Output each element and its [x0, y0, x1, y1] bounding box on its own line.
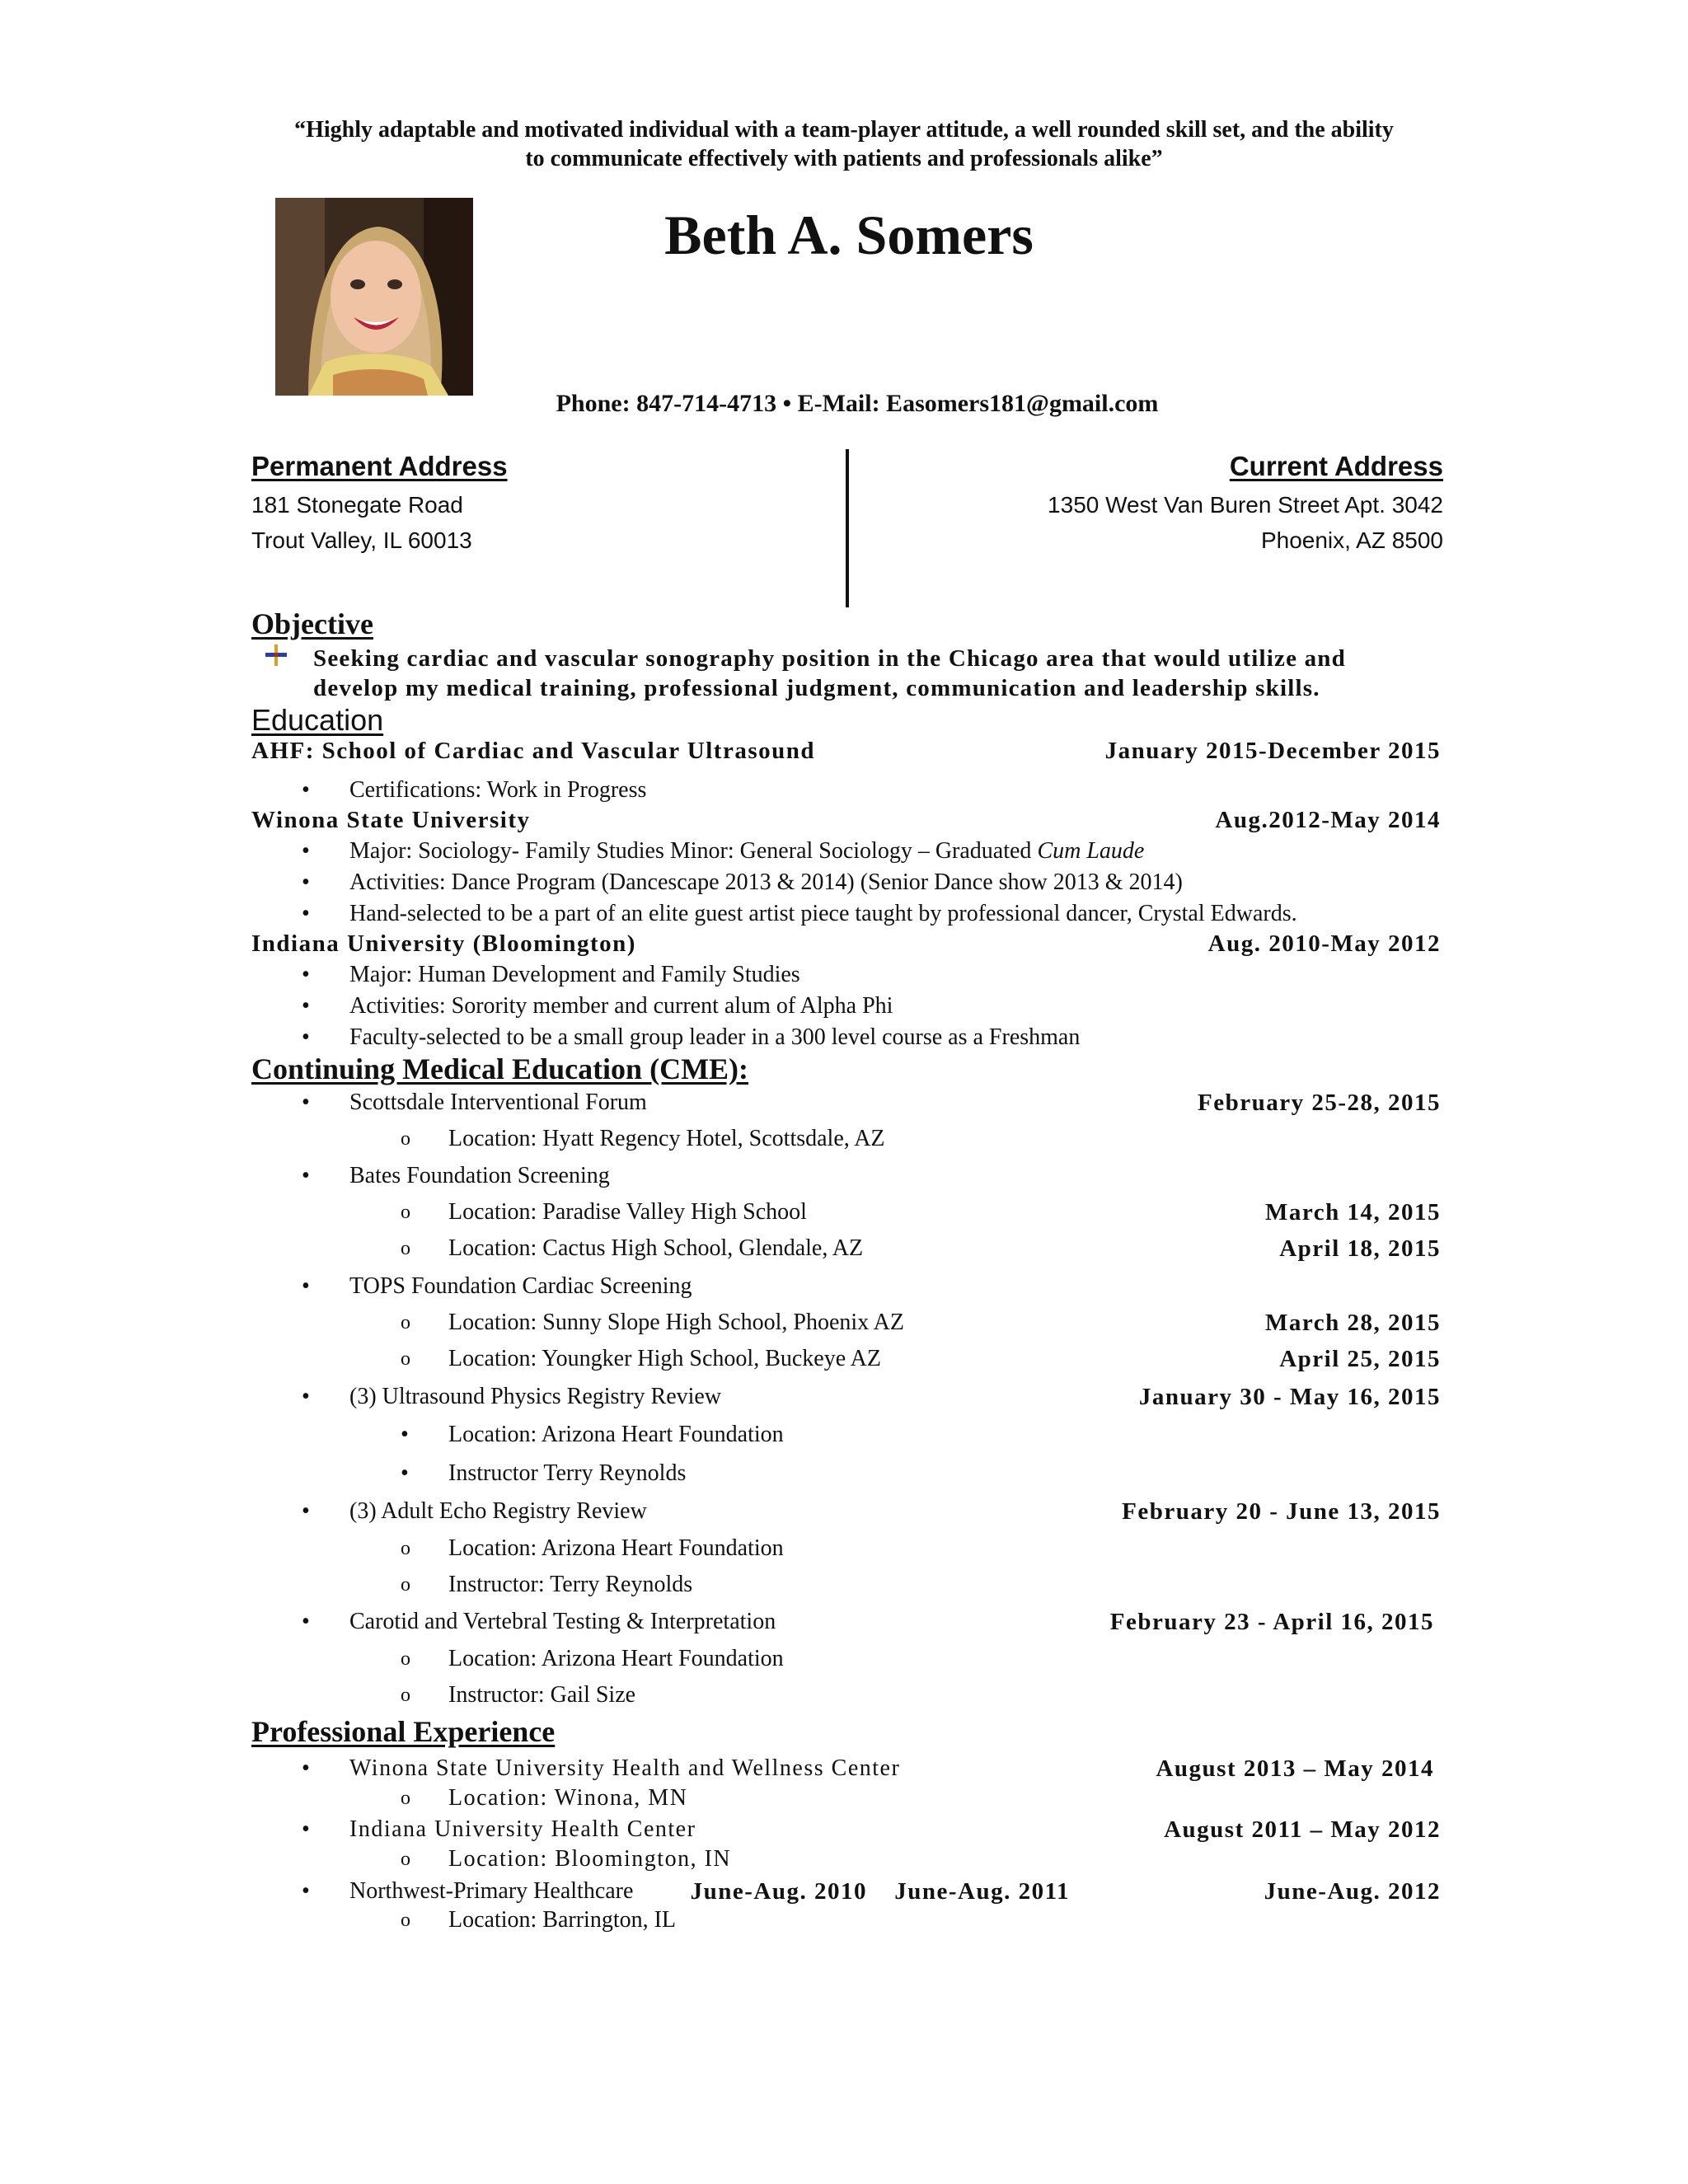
cme-dates: February 23 - April 16, 2015 — [1109, 1609, 1434, 1635]
sub-bullet-glyph: o — [401, 1312, 410, 1333]
cme-sub-date: March 14, 2015 — [1265, 1199, 1441, 1226]
bullet-glyph: • — [302, 1024, 310, 1050]
cme-sub-item: Location: Sunny Slope High School, Phoenix AZ — [448, 1310, 904, 1335]
bullet-glyph: • — [302, 1878, 310, 1904]
job-dates: August 2013 – May 2014 — [1156, 1755, 1434, 1782]
sub-bullet-glyph: o — [401, 1910, 410, 1931]
bullet-glyph: • — [302, 1609, 310, 1634]
objective-line-1: Seeking cardiac and vascular sonography position in the Chicago area that would utilize and — [313, 645, 1346, 672]
cme-dates: January 30 - May 16, 2015 — [1138, 1384, 1441, 1410]
cme-sub-item: Location: Hyatt Regency Hotel, Scottsdale, AZ — [448, 1126, 885, 1151]
cme-sub-item: Location: Arizona Heart Foundation — [448, 1535, 784, 1561]
cme-sub-date: March 28, 2015 — [1265, 1310, 1441, 1336]
cme-title: (3) Ultrasound Physics Registry Review — [349, 1384, 722, 1409]
sub-bullet-glyph: o — [401, 1685, 410, 1706]
bullet-glyph: • — [302, 1273, 310, 1299]
cme-title: TOPS Foundation Cardiac Screening — [349, 1273, 692, 1299]
address-divider — [846, 449, 849, 607]
cme-dates: February 20 - June 13, 2015 — [1122, 1498, 1441, 1525]
job-dates: August 2011 – May 2012 — [1164, 1816, 1441, 1843]
list-item: Hand-selected to be a part of an elite guest artist piece taught by professional dancer, Crystal Edwards. — [349, 901, 1297, 926]
job-title: Indiana University Health Center — [349, 1816, 696, 1842]
cme-title: (3) Adult Echo Registry Review — [349, 1498, 647, 1524]
candidate-name: Beth A. Somers — [664, 204, 1034, 266]
objective-line-2: develop my medical training, professional judgment, communication and leadership skills. — [313, 675, 1320, 701]
bullet-glyph: • — [302, 777, 310, 803]
bullet-glyph: • — [401, 1460, 409, 1486]
cme-sub-item: Location: Arizona Heart Foundation — [448, 1646, 784, 1671]
school-dates: January 2015-December 2015 — [1104, 738, 1441, 764]
bullet-glyph: • — [302, 901, 310, 926]
cme-dates: February 25-28, 2015 — [1198, 1090, 1441, 1116]
permanent-address-heading: Permanent Address — [251, 451, 508, 481]
school-dates: Aug. 2010-May 2012 — [1207, 930, 1441, 957]
list-item: Certifications: Work in Progress — [349, 777, 647, 803]
cme-sub-item: Location: Youngker High School, Buckeye AZ — [448, 1346, 881, 1371]
bullet-glyph: • — [302, 962, 310, 987]
bullet-glyph: • — [302, 1816, 310, 1842]
cme-title: Carotid and Vertebral Testing & Interpretation — [349, 1609, 776, 1634]
bullet-glyph: • — [302, 1090, 310, 1115]
job-title: Northwest-Primary Healthcare — [349, 1878, 634, 1904]
school-name: Indiana University (Bloomington) — [251, 930, 636, 957]
cme-sub-item: Location: Paradise Valley High School — [448, 1199, 807, 1225]
sub-bullet-glyph: o — [401, 1128, 410, 1150]
current-address-line2: Phoenix, AZ 8500 — [1260, 527, 1443, 553]
permanent-address-line1: 181 Stonegate Road — [251, 492, 463, 518]
cme-sub-item: Instructor: Terry Reynolds — [448, 1572, 693, 1597]
sub-bullet-glyph: o — [401, 1202, 410, 1223]
sub-bullet-glyph: o — [401, 1788, 410, 1809]
contact-line: Phone: 847-714-4713 • E-Mail: Easomers181@gmail.com — [556, 390, 1159, 417]
cme-sub-item: Location: Arizona Heart Foundation — [448, 1422, 784, 1447]
major-text: Major: Sociology- Family Studies Minor: General Sociology – Graduated — [349, 838, 1038, 864]
education-heading: Education — [251, 703, 384, 737]
list-item: Major: Human Development and Family Studies — [349, 962, 800, 987]
job-location: Location: Barrington, IL — [448, 1907, 677, 1933]
cme-sub-date: April 25, 2015 — [1279, 1346, 1441, 1372]
job-title: Winona State University Health and Wellness Center — [349, 1755, 901, 1781]
bullet-glyph: • — [302, 869, 310, 895]
bullet-glyph: • — [302, 993, 310, 1019]
quote-line-2: to communicate effectively with patients and professionals alike” — [525, 146, 1163, 171]
cme-sub-item: Instructor: Gail Size — [448, 1682, 636, 1708]
job-dates: June-Aug. 2012 — [1264, 1878, 1441, 1905]
job-dates: June-Aug. 2010 — [690, 1878, 867, 1905]
objective-heading: Objective — [251, 607, 373, 640]
bullet-glyph: • — [302, 838, 310, 864]
current-address-heading: Current Address — [1229, 451, 1443, 481]
job-location: Location: Bloomington, IN — [448, 1846, 732, 1872]
honor-text: Cum Laude — [1037, 838, 1145, 864]
profile-photo — [275, 198, 473, 396]
school-dates: Aug.2012-May 2014 — [1215, 807, 1441, 833]
plus-bullet-icon — [265, 644, 287, 666]
sub-bullet-glyph: o — [401, 1648, 410, 1670]
permanent-address-line2: Trout Valley, IL 60013 — [251, 527, 472, 553]
cme-sub-item: Instructor Terry Reynolds — [448, 1460, 687, 1486]
cme-sub-date: April 18, 2015 — [1279, 1235, 1441, 1262]
experience-heading: Professional Experience — [251, 1715, 556, 1748]
list-item: Activities: Sorority member and current alum of Alpha Phi — [349, 993, 893, 1019]
current-address-line1: 1350 West Van Buren Street Apt. 3042 — [1048, 492, 1443, 518]
bullet-glyph: • — [302, 1755, 310, 1781]
sub-bullet-glyph: o — [401, 1238, 410, 1259]
sub-bullet-glyph: o — [401, 1348, 410, 1370]
school-name: Winona State University — [251, 807, 531, 833]
cme-title: Scottsdale Interventional Forum — [349, 1090, 647, 1115]
job-dates: June-Aug. 2011 — [894, 1878, 1070, 1905]
school-name: AHF: School of Cardiac and Vascular Ultrasound — [251, 738, 815, 764]
cme-title: Bates Foundation Screening — [349, 1163, 610, 1188]
quote-line-1: “Highly adaptable and motivated individual with a team-player attitude, a well rounded skill set, and the ability — [294, 117, 1394, 143]
bullet-glyph: • — [401, 1422, 409, 1447]
list-item: Activities: Dance Program (Dancescape 2013 & 2014) (Senior Dance show 2013 & 2014) — [349, 869, 1183, 895]
list-item — [349, 837, 1144, 866]
sub-bullet-glyph: o — [401, 1849, 410, 1870]
cme-sub-item: Location: Cactus High School, Glendale, AZ — [448, 1235, 864, 1261]
list-item: Faculty-selected to be a small group leader in a 300 level course as a Freshman — [349, 1024, 1081, 1050]
sub-bullet-glyph: o — [401, 1574, 410, 1596]
sub-bullet-glyph: o — [401, 1538, 410, 1559]
cme-heading: Continuing Medical Education (CME): — [251, 1052, 749, 1085]
bullet-glyph: • — [302, 1384, 310, 1409]
bullet-glyph: • — [302, 1498, 310, 1524]
job-location: Location: Winona, MN — [448, 1785, 688, 1811]
bullet-glyph: • — [302, 1163, 310, 1188]
